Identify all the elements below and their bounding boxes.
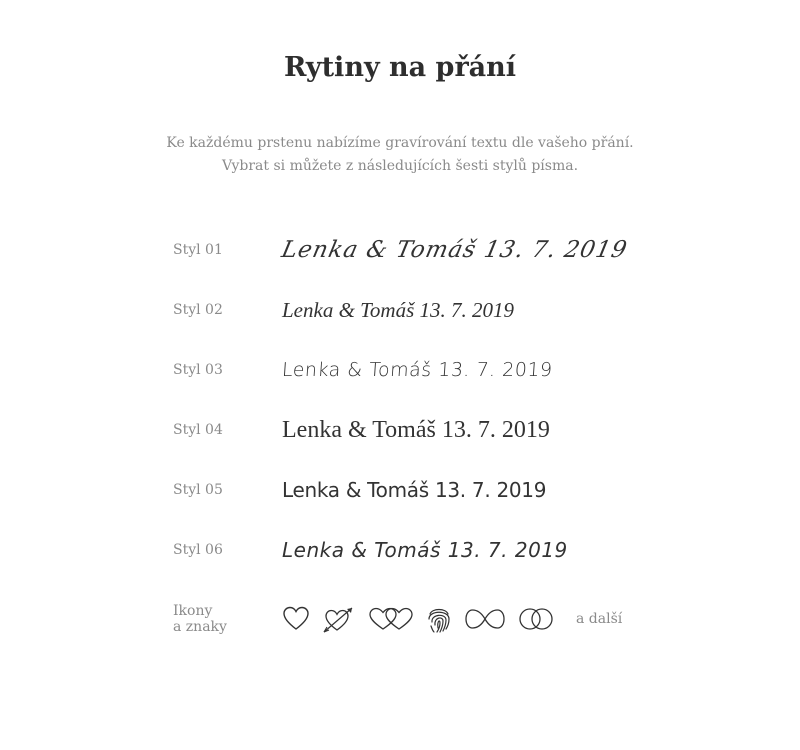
more-icons-text: a další — [576, 611, 623, 627]
page-title: Rytiny na přání — [283, 52, 517, 83]
interlocked-rings-icon — [518, 606, 554, 632]
style-row-04 — [173, 400, 653, 460]
fingerprint-icon — [426, 604, 452, 634]
style-label: Styl 06 — [173, 542, 223, 558]
style-label: Styl 02 — [173, 302, 223, 318]
infinity-icon — [464, 607, 506, 631]
intro-line-1: Ke každému prstenu nabízíme gravírování textu dle vašeho přání. — [166, 135, 634, 151]
style-sample-06: Lenka & Tomáš 13. 7. 2019 — [282, 538, 568, 562]
intro-text — [0, 132, 800, 178]
style-sample-02: Lenka & Tomáš 13. 7. 2019 — [282, 297, 514, 322]
icons-row — [173, 597, 653, 641]
icons-label — [173, 603, 282, 635]
intro-line-2: Vybrat si můžete z následujících šesti stylů písma. — [221, 158, 579, 174]
style-row-02 — [173, 280, 653, 340]
heart-arrow-icon — [322, 604, 356, 634]
style-row-06 — [173, 520, 653, 580]
heart-icon — [282, 606, 310, 632]
style-row-05 — [173, 460, 653, 520]
style-sample-01: Lenka & Tomáš 13. 7. 2019 — [279, 237, 630, 263]
style-label: Styl 04 — [173, 422, 223, 438]
style-sample-03: Lenka & Tomáš 13. 7. 2019 — [281, 359, 554, 381]
style-label: Styl 05 — [173, 482, 223, 498]
style-row-01 — [173, 220, 653, 280]
style-row-03 — [173, 340, 653, 400]
icons-label-line-1: Ikony — [173, 603, 213, 619]
style-sample-05: Lenka & Tomáš 13. 7. 2019 — [282, 478, 547, 502]
style-label: Styl 01 — [173, 242, 223, 258]
icons-label-line-2: a znaky — [173, 619, 227, 635]
style-label: Styl 03 — [173, 362, 223, 378]
font-styles-list — [173, 220, 653, 580]
double-heart-icon — [368, 606, 414, 632]
style-sample-04: Lenka & Tomáš 13. 7. 2019 — [282, 416, 550, 443]
